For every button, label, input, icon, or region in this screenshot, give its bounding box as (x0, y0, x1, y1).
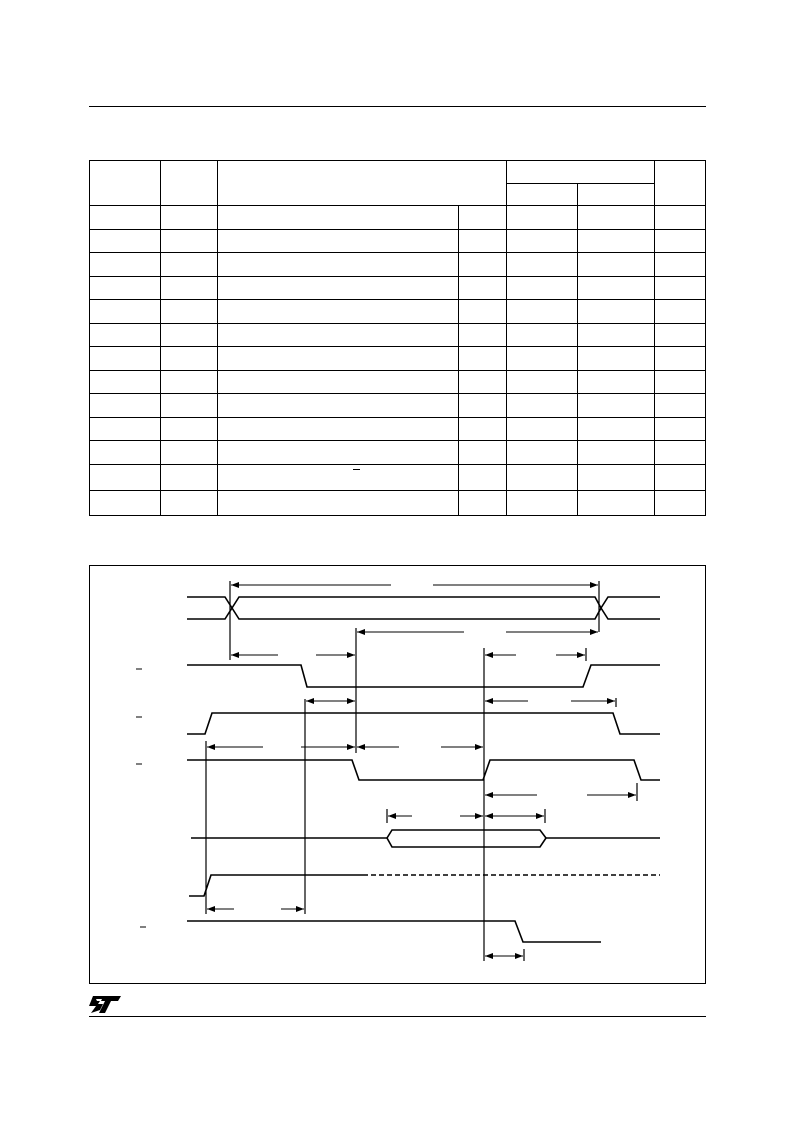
signal-6-waveform (187, 921, 601, 942)
timing-diagram (89, 565, 706, 984)
footer-rule (89, 1016, 706, 1017)
overbar-marks (136, 669, 146, 927)
signal-3-waveform (187, 760, 660, 780)
signal-1-waveform (187, 665, 660, 687)
timing-diagram-svg (90, 566, 707, 985)
table-grid (89, 160, 706, 516)
signal-2-waveform (187, 713, 660, 734)
header-rule (89, 106, 706, 107)
data-bus-waveform (191, 830, 660, 847)
ac-characteristics-table (89, 160, 706, 516)
reference-lines (206, 581, 637, 961)
timing-arrows (207, 585, 636, 956)
table-frame (90, 161, 706, 516)
address-bus-waveform (187, 597, 660, 619)
st-logo-icon (87, 993, 123, 1015)
signal-5-waveform (189, 875, 363, 896)
